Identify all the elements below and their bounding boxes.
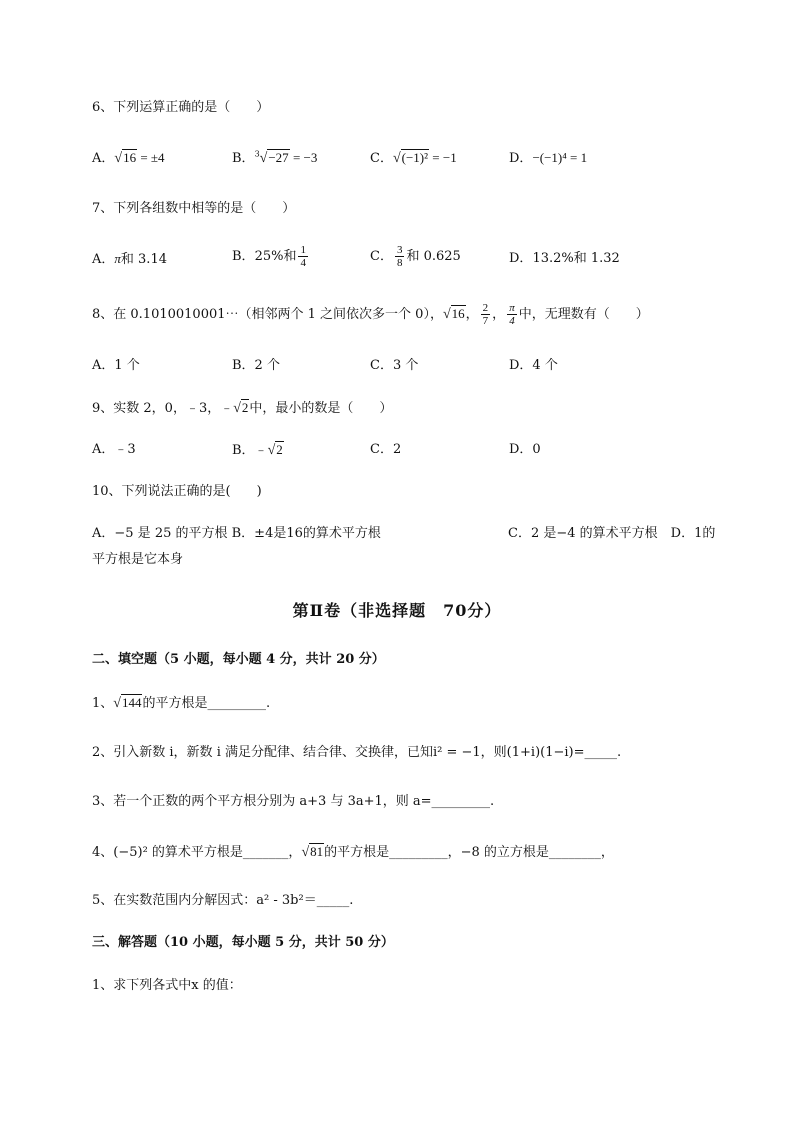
q7-option-c — [370, 244, 461, 269]
radicand: 2 — [276, 442, 283, 457]
option-label: C． — [370, 249, 393, 264]
denominator: 4 — [300, 257, 306, 269]
q8-option-c: C．3 个 — [370, 358, 419, 373]
q9-option-b — [232, 440, 284, 461]
question-10-stem: 10、下列说法正确的是( ) — [92, 484, 262, 499]
option-label: B． — [232, 151, 255, 166]
section-3-heading: 三、解答题（10 小题，每小题 5 分，共计 50 分） — [92, 935, 394, 950]
fill-question-1 — [92, 693, 270, 714]
radicand: 16 — [123, 150, 137, 165]
q8-option-b: B．2 个 — [232, 358, 280, 373]
f1-pre: 1、 — [92, 696, 114, 711]
option-label: B． — [232, 249, 255, 264]
q9-option-d: D．0 — [509, 442, 541, 457]
numerator: 3 — [396, 244, 403, 256]
q6-b-rest: = −3 — [289, 150, 318, 165]
f1-post: 的平方根是_________. — [142, 696, 271, 711]
option-label: A． — [92, 151, 115, 166]
part-2-title: 第Ⅱ卷（非选择题 70分） — [292, 601, 502, 620]
numerator: π — [509, 302, 515, 314]
denominator: 7 — [482, 315, 489, 327]
q9-stem-b: 中，最小的数是（ ） — [249, 401, 393, 416]
option-label: D． — [509, 151, 533, 166]
pi-symbol: π — [114, 251, 121, 266]
question-7-stem: 7、下列各组数中相等的是（ ） — [92, 201, 296, 216]
question-9-stem — [92, 398, 392, 419]
q6-d-expr: −(−1)⁴ = 1 — [532, 150, 588, 165]
numerator: 1 — [300, 244, 306, 256]
sqrt-16: √16 — [442, 306, 465, 322]
numerator: 2 — [482, 302, 489, 314]
option-label: A． — [92, 252, 115, 267]
q10-options-line1: A．−5 是 25 的平方根 B．±4是16的算术平方根 — [92, 526, 381, 541]
q6-option-d — [509, 148, 587, 169]
q6-option-a — [92, 148, 165, 169]
fraction-pi-4 — [507, 302, 517, 327]
option-label: D． — [509, 251, 533, 266]
radicand: 81 — [310, 844, 324, 859]
q6-option-b — [232, 148, 317, 169]
radicand: (−1)² — [401, 150, 429, 165]
question-6-stem: 6、下列运算正确的是（ ） — [92, 100, 270, 115]
q6-option-c — [370, 148, 457, 169]
sqrt-2: √2 — [267, 442, 283, 458]
q7-a-rest: 和 3.14 — [120, 252, 167, 267]
sqrt-2: √2 — [233, 400, 249, 416]
fill-question-2: 2、引入新数 i，新数 i 满足分配律、结合律、交换律，已知i² = −1，则(1+i)(1−i)=_____. — [92, 745, 622, 760]
q7-d-text: 13.2%和 1.32 — [532, 251, 620, 266]
q9-option-a: A．﹣3 — [92, 442, 136, 457]
q6-c-rest: = −1 — [429, 150, 457, 165]
radicand: −27 — [268, 150, 289, 165]
f4-post: 的平方根是_________，−8 的立方根是________， — [324, 845, 614, 860]
q7-c-rest: 和 0.625 — [406, 249, 461, 264]
q9-stem-a: 9、实数 2，0，﹣3，﹣ — [92, 401, 234, 416]
radicand: 16 — [451, 306, 465, 321]
q7-option-a — [92, 249, 167, 270]
fraction-3-8 — [395, 244, 405, 269]
question-8-stem: 8、在 0.1010010001⋯（相邻两个 1 之间依次多一个 0），√16， $\frac{2}{7}$ ， $\frac{\pi}{4}$ 中，无理数有（ ） — [92, 302, 649, 327]
denominator: 4 — [509, 315, 515, 327]
sqrt-16: √16 — [114, 150, 137, 166]
sqrt-144: √144 — [113, 695, 142, 711]
fraction-1-4 — [298, 244, 308, 269]
q8-option-d: D．4 个 — [509, 358, 558, 373]
q8-stem-a: 8、在 0.1010010001⋯（相邻两个 1 之间依次多一个 0）， — [92, 307, 443, 322]
q8-option-a: A．1 个 — [92, 358, 140, 373]
section-2-heading: 二、填空题（5 小题，每小题 4 分，共计 20 分） — [92, 652, 385, 667]
q8-stem-b: 中，无理数有（ ） — [518, 307, 649, 322]
q7-b-pre: 25%和 — [254, 249, 297, 264]
q10-options-line1-c: C．2 是−4 的算术平方根 D．1的 — [508, 526, 716, 541]
fill-question-5: 5、在实数范围内分解因式：a² - 3b²＝_____. — [92, 893, 354, 908]
q7-option-b — [232, 244, 310, 269]
fill-question-4 — [92, 842, 614, 863]
fill-question-3: 3、若一个正数的两个平方根分别为 a+3 与 3a+1，则 a=_________. — [92, 794, 495, 809]
denominator: 8 — [396, 257, 403, 269]
radicand: 2 — [241, 400, 249, 415]
solve-question-1: 1、求下列各式中x 的值： — [92, 978, 242, 993]
q7-option-d — [509, 249, 620, 269]
q6-a-rest: = ±4 — [137, 150, 165, 165]
root-index: 3 — [254, 149, 260, 159]
fraction-2-7 — [481, 302, 491, 327]
option-label: B．﹣ — [232, 443, 268, 458]
option-label: C． — [370, 151, 393, 166]
f4-pre: 4、(−5)² 的算术平方根是_______， — [92, 845, 302, 860]
sqrt-81: √81 — [301, 844, 324, 860]
sqrt-neg1-sq: √(−1)² — [392, 150, 429, 166]
q9-option-c: C．2 — [370, 442, 402, 457]
q10-options-line2: 平方根是它本身 — [92, 552, 184, 567]
cube-root-neg27: √−27 — [259, 150, 289, 166]
radicand: 144 — [121, 695, 142, 710]
